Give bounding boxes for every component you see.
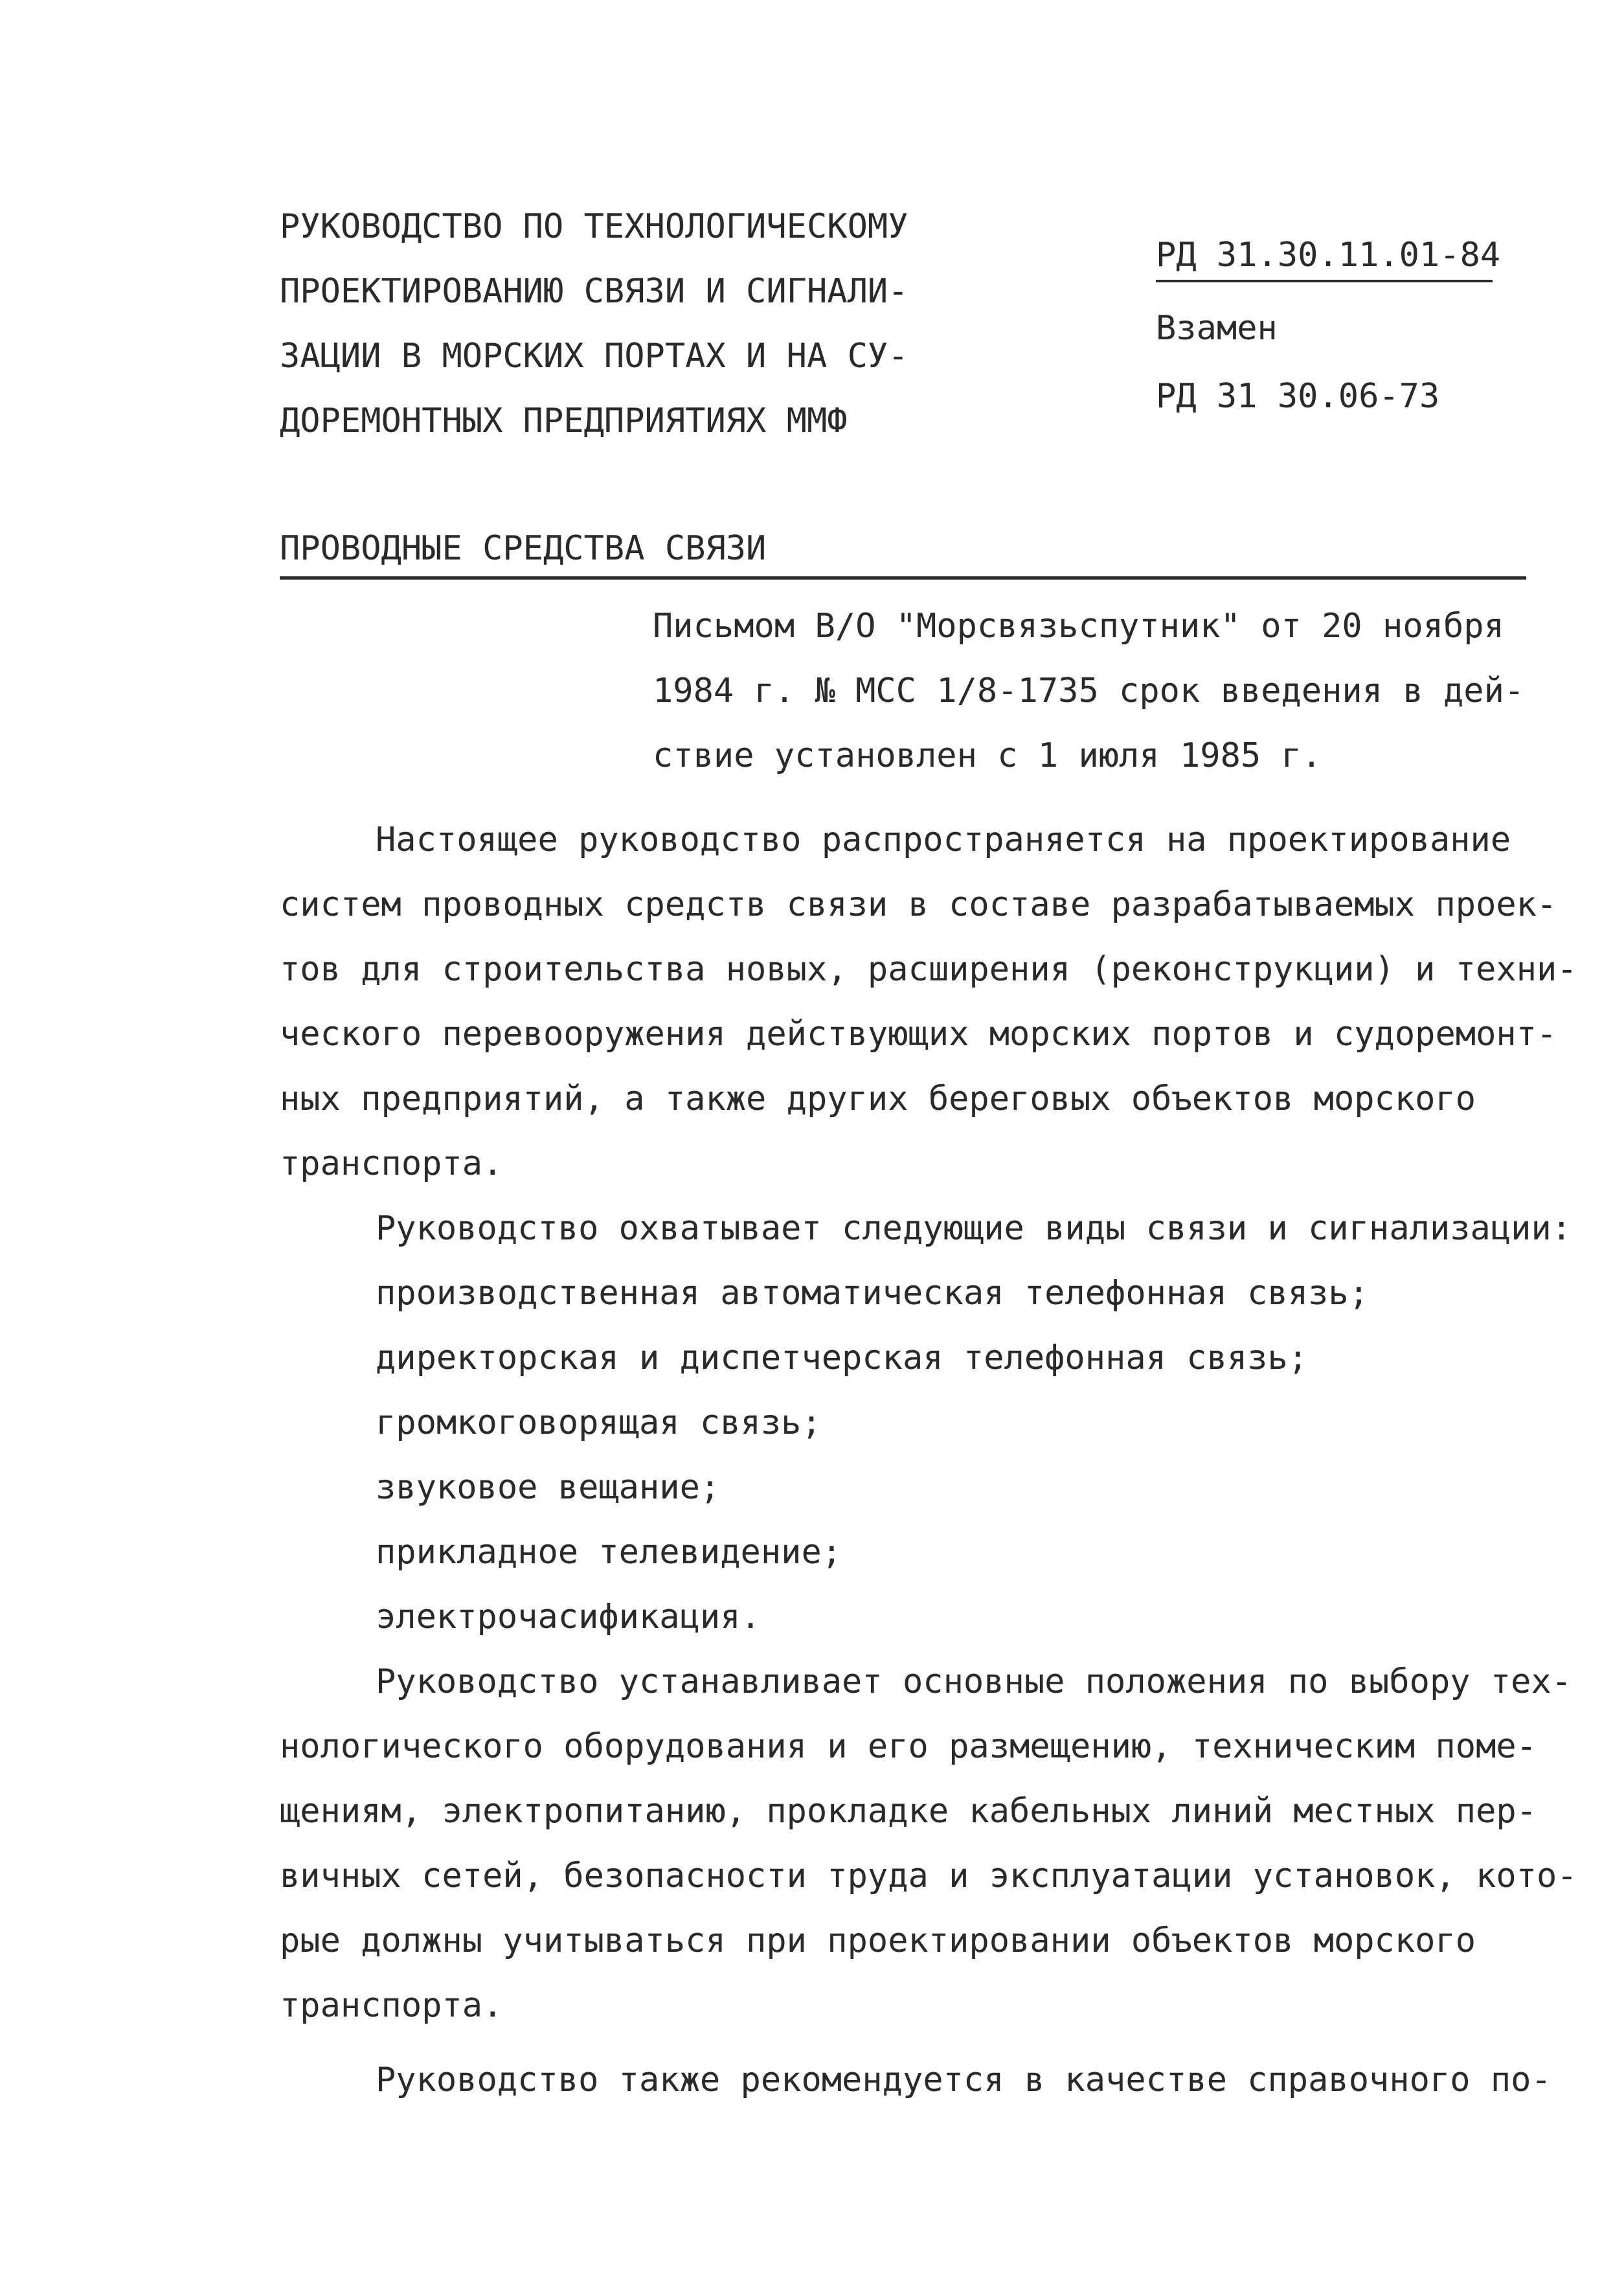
section-title: ПРОВОДНЫЕ СРЕДСТВА СВЯЗИ bbox=[280, 529, 767, 568]
paragraph-line: систем проводных средств связи в составе разрабатываемых проек- bbox=[280, 885, 1557, 924]
list-intro: Руководство охватывает следующие виды связи и сигнализации: bbox=[376, 1209, 1572, 1248]
title-line-3: ЗАЦИИ В МОРСКИХ ПОРТАХ И НА СУ- bbox=[280, 337, 908, 376]
document-number: РД 31.30.11.01-84 bbox=[1156, 236, 1501, 275]
paragraph-line: тов для строительства новых, расширения (реконструкции) и техни- bbox=[280, 950, 1577, 989]
list-item: звуковое вещание; bbox=[376, 1468, 721, 1507]
paragraph-line: нологического оборудования и его размещению, техническим поме- bbox=[280, 1727, 1537, 1766]
paragraph-line: вичных сетей, безопасности труда и эксплуатации установок, кото- bbox=[280, 1857, 1577, 1895]
paragraph-line: ных предприятий, а также других береговых объектов морского bbox=[280, 1080, 1476, 1118]
list-item: прикладное телевидение; bbox=[376, 1533, 842, 1572]
title-line-2: ПРОЕКТИРОВАНИЮ СВЯЗИ И СИГНАЛИ- bbox=[280, 272, 908, 311]
paragraph-line: транспорта. bbox=[280, 1144, 503, 1183]
paragraph-line: рые должны учитываться при проектировании объектов морского bbox=[280, 1921, 1476, 1960]
paragraph-line: Руководство устанавливает основные положения по выбору тех- bbox=[376, 1662, 1572, 1701]
replaced-document: РД 31 30.06-73 bbox=[1156, 377, 1440, 416]
title-line-1: РУКОВОДСТВО ПО ТЕХНОЛОГИЧЕСКОМУ bbox=[280, 207, 908, 246]
doc-number-underline bbox=[1156, 280, 1493, 282]
paragraph-line: щениям, электропитанию, прокладке кабельных линий местных пер- bbox=[280, 1792, 1537, 1831]
title-line-4: ДОРЕМОНТНЫХ ПРЕДПРИЯТИЯХ ММФ bbox=[280, 401, 848, 440]
paragraph-line: Настоящее руководство распространяется на проектирование bbox=[376, 820, 1511, 859]
section-title-rule bbox=[280, 576, 1526, 580]
list-item: громкоговорящая связь; bbox=[376, 1403, 822, 1442]
notice-line-1: Письмом В/О "Морсвязьспутник" от 20 ноября bbox=[653, 607, 1504, 646]
paragraph-line: транспорта. bbox=[280, 1986, 503, 2025]
list-item: электрочасификация. bbox=[376, 1598, 761, 1636]
replaces-label: Взамен bbox=[1156, 309, 1278, 348]
paragraph-line: ческого перевооружения действующих морских портов и судоремонт- bbox=[280, 1015, 1557, 1054]
notice-line-2: 1984 г. № МСС 1/8-1735 срок введения в дей- bbox=[653, 672, 1525, 710]
list-item: директорская и диспетчерская телефонная связь; bbox=[376, 1339, 1309, 1377]
notice-line-3: ствие установлен с 1 июля 1985 г. bbox=[653, 736, 1322, 775]
list-item: производственная автоматическая телефонная связь; bbox=[376, 1274, 1370, 1313]
paragraph-recommendation-line: Руководство также рекомендуется в качестве справочного по- bbox=[376, 2061, 1551, 2099]
